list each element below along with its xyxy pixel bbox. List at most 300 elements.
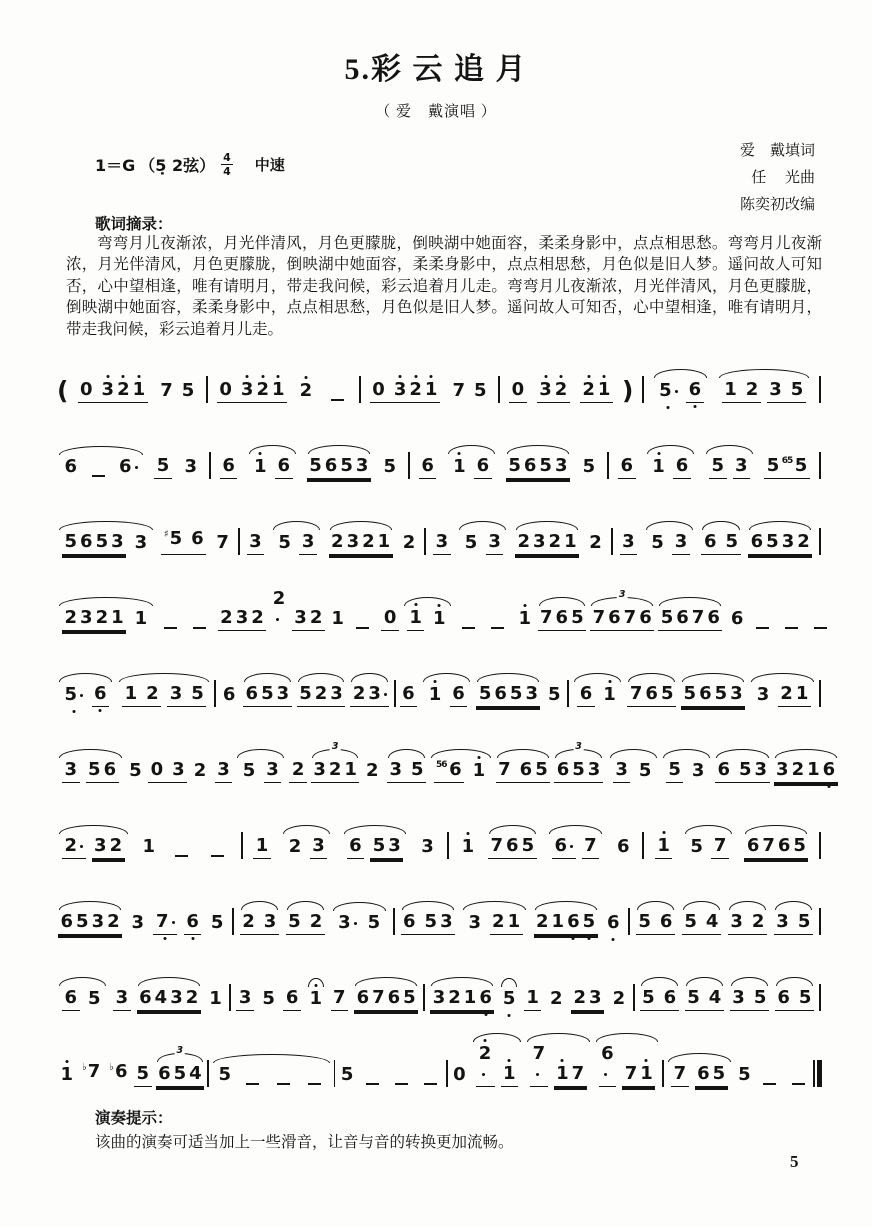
augmentation-dot (80, 694, 83, 697)
barline (607, 452, 609, 479)
note: 0 (453, 1064, 466, 1085)
slur-group (58, 973, 107, 1011)
note: 6 (639, 607, 652, 628)
note-group (689, 761, 707, 783)
note: 1 (452, 457, 468, 477)
note-group (774, 897, 813, 935)
note: 2 (328, 759, 342, 780)
slur-arc (244, 673, 291, 682)
note-group (400, 669, 418, 707)
note-group (113, 973, 131, 1011)
slur-arc (654, 369, 707, 378)
note: 5 (63, 685, 85, 705)
note: 5 (725, 531, 738, 552)
octave-dot-above (587, 375, 590, 378)
slur-arc (59, 825, 128, 834)
octave-dot-above (261, 375, 264, 378)
note-group (205, 840, 230, 859)
note: 3 (691, 760, 705, 781)
note-group (148, 745, 187, 783)
note: 5 (191, 683, 204, 704)
note: 6 (103, 759, 117, 780)
dash-rest (366, 1083, 379, 1085)
note: 3 (392, 380, 408, 400)
note: 3 (589, 987, 602, 1008)
slur-group (595, 1029, 660, 1087)
octave-dot-above (608, 680, 611, 683)
note-group (220, 670, 238, 707)
note: 5 (798, 987, 812, 1008)
note-group (140, 822, 158, 859)
augmentation-dot (384, 693, 387, 696)
credits-block (740, 138, 815, 219)
octave-dot-above (662, 831, 665, 834)
note-group (129, 898, 147, 935)
note-group (217, 365, 287, 403)
note: 3 (367, 684, 389, 704)
note: 2 (612, 988, 626, 1009)
octave-dot-above (399, 375, 402, 378)
note: 6 (555, 607, 569, 628)
augmentation-dot (172, 921, 175, 924)
octave-dot-below (612, 938, 615, 941)
dash-rest (462, 627, 475, 629)
slur-group (645, 517, 694, 555)
slur-group (447, 441, 496, 479)
note: 7 (623, 607, 637, 628)
slur-arc (388, 749, 425, 758)
barline (819, 528, 821, 555)
note: 5 (684, 911, 697, 932)
note: 5 (797, 911, 811, 932)
barline (423, 984, 425, 1011)
note: 1 (344, 759, 357, 780)
note-group (615, 822, 633, 859)
slur-group (58, 745, 123, 783)
note-group (400, 518, 418, 555)
note: 6 (617, 836, 630, 857)
note-group (516, 594, 534, 631)
octave-dot-above (122, 375, 125, 378)
note: 6 (403, 911, 416, 932)
note-group (58, 897, 122, 935)
barline (819, 680, 821, 707)
note: 5 (340, 455, 353, 476)
note-group (590, 589, 654, 631)
note: 3 (172, 759, 185, 780)
note: 2 (751, 911, 765, 932)
note: 3 (276, 683, 290, 704)
note: 7 (629, 683, 643, 704)
note: 5 (181, 380, 195, 401)
note: 3 (587, 759, 601, 780)
slur-arc (776, 977, 813, 986)
tempo-marking: 中速 (254, 158, 285, 174)
note-group (775, 973, 814, 1011)
note: 5 (509, 683, 523, 704)
note: 7 (498, 759, 511, 780)
slur-arc (473, 1033, 521, 1042)
note: 1 (517, 609, 533, 629)
octave-dot-below (693, 405, 696, 408)
note: 6 (222, 684, 236, 705)
note-group (86, 989, 104, 1011)
note: 3 (263, 911, 277, 932)
note: 2 (255, 380, 271, 400)
dash-rest (395, 1083, 408, 1085)
note: 5 (372, 835, 386, 856)
note-group (62, 988, 80, 1011)
note-group (387, 745, 426, 783)
note: 6 (687, 380, 703, 400)
note-group (297, 669, 346, 707)
octave-dot-below (99, 709, 102, 712)
note: 7 (592, 607, 606, 628)
note: 5 (642, 987, 655, 1008)
final-barline (813, 1060, 822, 1087)
note: 5 (136, 1063, 150, 1084)
note: 7 (531, 1044, 547, 1084)
note: 3 (170, 987, 183, 1008)
note-group (605, 898, 623, 935)
note: 6 (478, 988, 494, 1008)
score-line-1 (56, 356, 822, 403)
note: 6 (600, 1044, 616, 1084)
note-group (530, 1044, 548, 1087)
note-group (650, 457, 668, 479)
note: 6 (139, 987, 152, 1008)
note: 7 (452, 380, 465, 401)
note-group (474, 456, 492, 479)
note-group (283, 973, 301, 1011)
note-group (673, 456, 691, 479)
note-group (310, 836, 328, 859)
note-group (167, 684, 206, 707)
slur-arc (477, 673, 539, 682)
slur-group (343, 821, 408, 859)
page-number: 5 (790, 1152, 799, 1171)
note: 5 (521, 835, 535, 856)
barline (334, 1060, 336, 1087)
note-group (681, 669, 745, 707)
note: 5 (638, 760, 652, 781)
barline (238, 528, 240, 555)
slur-group (58, 442, 144, 479)
note: 1 (255, 835, 269, 856)
note-group (433, 517, 451, 555)
note: 1 (463, 987, 477, 1008)
note-group (215, 745, 233, 783)
note: 0 (150, 759, 164, 780)
note-group (451, 457, 469, 479)
slur-group (430, 745, 492, 783)
note-group (546, 670, 564, 707)
note: 1 (59, 1065, 75, 1085)
slur-arc (448, 445, 495, 454)
note-group (86, 475, 111, 479)
slur-arc (283, 825, 330, 834)
note: 5 (658, 381, 680, 401)
note: 6 (158, 1063, 171, 1084)
note: 5 (793, 835, 806, 856)
slur-group (462, 897, 527, 935)
note: 6 (659, 911, 673, 932)
note: 7 (216, 532, 229, 553)
note-group (407, 608, 425, 631)
slur-arc (298, 673, 345, 682)
note-group (430, 609, 448, 631)
barline (394, 680, 396, 707)
slur-group (58, 517, 154, 555)
note: 5 (571, 607, 584, 628)
note-group (62, 685, 86, 707)
slur-arc (463, 901, 526, 910)
note: 5 (712, 1063, 726, 1084)
note-group (62, 760, 80, 783)
note: 1 (431, 609, 447, 629)
note-group (161, 514, 206, 555)
note-group (264, 760, 282, 783)
time-signature (221, 152, 233, 177)
octave-dot-below (191, 937, 194, 940)
note-group (122, 684, 161, 707)
note-group (430, 973, 494, 1011)
note-group (730, 973, 769, 1011)
note: 6 (620, 455, 634, 476)
note-group (649, 533, 667, 555)
note-group (506, 441, 570, 479)
slur-group (667, 1049, 732, 1087)
note: 2 (362, 531, 375, 552)
dash-rest (211, 855, 224, 857)
slur-arc (213, 1054, 330, 1063)
dash-rest (763, 1083, 776, 1085)
note: 5 (790, 379, 804, 400)
note-group (701, 517, 740, 555)
dash-rest (785, 627, 798, 629)
note: 3 (730, 911, 743, 932)
note: 7 (540, 607, 553, 628)
note-group (329, 594, 347, 631)
note: 6 (494, 683, 507, 704)
note-group (451, 1050, 469, 1087)
note: 5 (687, 987, 700, 1008)
credit-lyricist: 爱 戴填词 (739, 143, 815, 159)
note-group (307, 974, 325, 1011)
note-group (331, 973, 349, 1011)
note: 3 (346, 531, 360, 552)
note: 7 (154, 912, 176, 932)
note: ♭6 (109, 1061, 128, 1082)
note: 1 (423, 380, 439, 400)
slur-group (332, 898, 387, 935)
grace-note: 65 (781, 456, 793, 466)
note-group (571, 973, 604, 1011)
note: 0 (511, 379, 525, 400)
augmentation-dot (570, 845, 573, 848)
note-group (207, 974, 225, 1011)
score (56, 356, 836, 1116)
note: 6 (730, 608, 744, 629)
note: 6 (777, 987, 790, 1008)
note: 3 (432, 987, 446, 1008)
note-group (381, 442, 399, 479)
augmentation-dot (482, 1073, 485, 1076)
note: 1 (460, 837, 476, 857)
credit-composer: 任 光曲 (751, 170, 815, 186)
note-group (208, 898, 226, 935)
slur-group (609, 745, 658, 783)
octave-dot-below (572, 937, 575, 940)
note: 3 (615, 759, 628, 780)
note: 5 (242, 760, 256, 781)
slur-arc (138, 977, 200, 986)
note-group (184, 897, 202, 935)
octave-dot-below (827, 785, 830, 788)
note: 7 (713, 835, 727, 856)
note-group (370, 836, 403, 859)
note-group (744, 821, 808, 859)
note: 5 (638, 911, 651, 932)
note-group (490, 912, 523, 935)
octave-dot-above (433, 680, 436, 683)
barline (662, 1060, 664, 1087)
note-group (236, 973, 254, 1011)
note: 6 (356, 987, 370, 1008)
slur-group (236, 745, 285, 783)
barline (393, 908, 395, 935)
slur-arc (501, 978, 517, 987)
note-group (488, 821, 537, 859)
note-group (240, 761, 258, 783)
note-group (58, 1050, 76, 1087)
slur-arc (535, 901, 597, 910)
lyrics-text: 弯弯月儿夜渐浓，月光伴清风，月色更朦胧，倒映湖中她面容，柔柔身影中，点点相思愁。弯弯月儿夜渐浓，月光伴清风，月色更朦胧，倒映湖中她面容，柔柔身影中，点点相思愁，月色似是旧人梦。遥问故人可知否，心中望相逢，唯有请明月，带走我问候，彩云追着月儿走。弯弯月儿夜渐浓，月光伴清风，月色更朦胧，倒映湖中她面容，柔柔身影中，点点相思愁，月色似是旧人梦。遥问故人可知否，心中望相逢，唯有请明月，带走我问候，彩云追着月儿走。 (66, 235, 822, 338)
slur-arc (249, 445, 296, 454)
time-signature-bottom: 4 (223, 165, 231, 178)
note-group (370, 365, 440, 403)
dash-rest (331, 399, 344, 401)
note-group (620, 517, 638, 555)
note-group (682, 897, 721, 935)
note: 3 (294, 607, 307, 628)
note-group (466, 913, 484, 935)
slur-arc (527, 1033, 590, 1042)
note: 1 (111, 607, 124, 628)
octave-dot-below (164, 937, 167, 940)
note-group (401, 897, 456, 935)
note: 6 (699, 683, 712, 704)
note-group (360, 1068, 385, 1087)
note: 6 (476, 455, 490, 476)
note-group (450, 684, 468, 707)
note: 0 (80, 379, 93, 400)
slur-group (718, 365, 810, 403)
note-group (636, 761, 654, 783)
note: 5 (262, 988, 275, 1009)
note-group (92, 684, 110, 707)
note: 2 (548, 531, 562, 552)
barline (819, 908, 821, 935)
slur-group (472, 1029, 522, 1087)
note: 2 (298, 381, 314, 401)
note: 6 (519, 759, 533, 780)
octave-dot-above (304, 376, 307, 379)
note-group (618, 441, 636, 479)
note: 1 (377, 531, 391, 552)
note-group (808, 612, 833, 631)
barline (567, 680, 569, 707)
note: 1 (551, 911, 565, 932)
note: 6 (703, 531, 717, 552)
note: 3 (91, 911, 105, 932)
octave-dot-above (246, 375, 249, 378)
note-group (137, 973, 201, 1011)
tuplet-number: 3 (575, 741, 582, 752)
note-group (757, 1068, 782, 1087)
note: 2 (309, 607, 323, 628)
note-group (709, 456, 727, 479)
slur-arc (241, 901, 278, 910)
slur-group (684, 821, 733, 859)
note: 3 (388, 835, 401, 856)
slur-arc (659, 597, 721, 606)
note: 3 (468, 912, 482, 933)
note: 3 (622, 531, 635, 552)
note-group (247, 517, 265, 555)
accidental: ♭ (82, 1062, 87, 1073)
note: 3 (355, 455, 369, 476)
octave-dot-above (561, 1059, 564, 1062)
note-group (434, 760, 464, 783)
slur-arc (507, 445, 569, 454)
note-group (426, 685, 444, 707)
augmentation-dot (354, 922, 357, 925)
note: 5 (261, 683, 274, 704)
note: 5 (299, 683, 312, 704)
note: 3 (435, 531, 449, 552)
slur-arc (287, 901, 324, 910)
slur-arc (431, 749, 491, 758)
note-group (365, 913, 383, 935)
note-group (307, 441, 371, 479)
note: 1 (564, 531, 577, 552)
slur-arc (59, 446, 143, 455)
note-group (736, 1050, 754, 1087)
dash-rest (814, 627, 827, 629)
note: 1 (555, 1064, 571, 1084)
barline (611, 528, 613, 555)
note: 5 (340, 1064, 354, 1085)
note: 3 (111, 531, 124, 552)
note: 6 (523, 455, 537, 476)
note-group (336, 913, 360, 935)
slur-arc (574, 673, 621, 682)
note-group (500, 974, 518, 1011)
augmentation-dot (675, 390, 678, 393)
note-group (622, 1064, 655, 1087)
note: 5 (210, 912, 224, 933)
note-group (450, 366, 489, 403)
note-group (169, 840, 194, 859)
note-group (271, 1083, 296, 1087)
dash-rest (756, 627, 769, 629)
note: 5 (753, 987, 767, 1008)
note-group (534, 897, 598, 935)
dash-rest (175, 855, 188, 857)
note: 1 (270, 380, 286, 400)
note-group (476, 669, 540, 707)
